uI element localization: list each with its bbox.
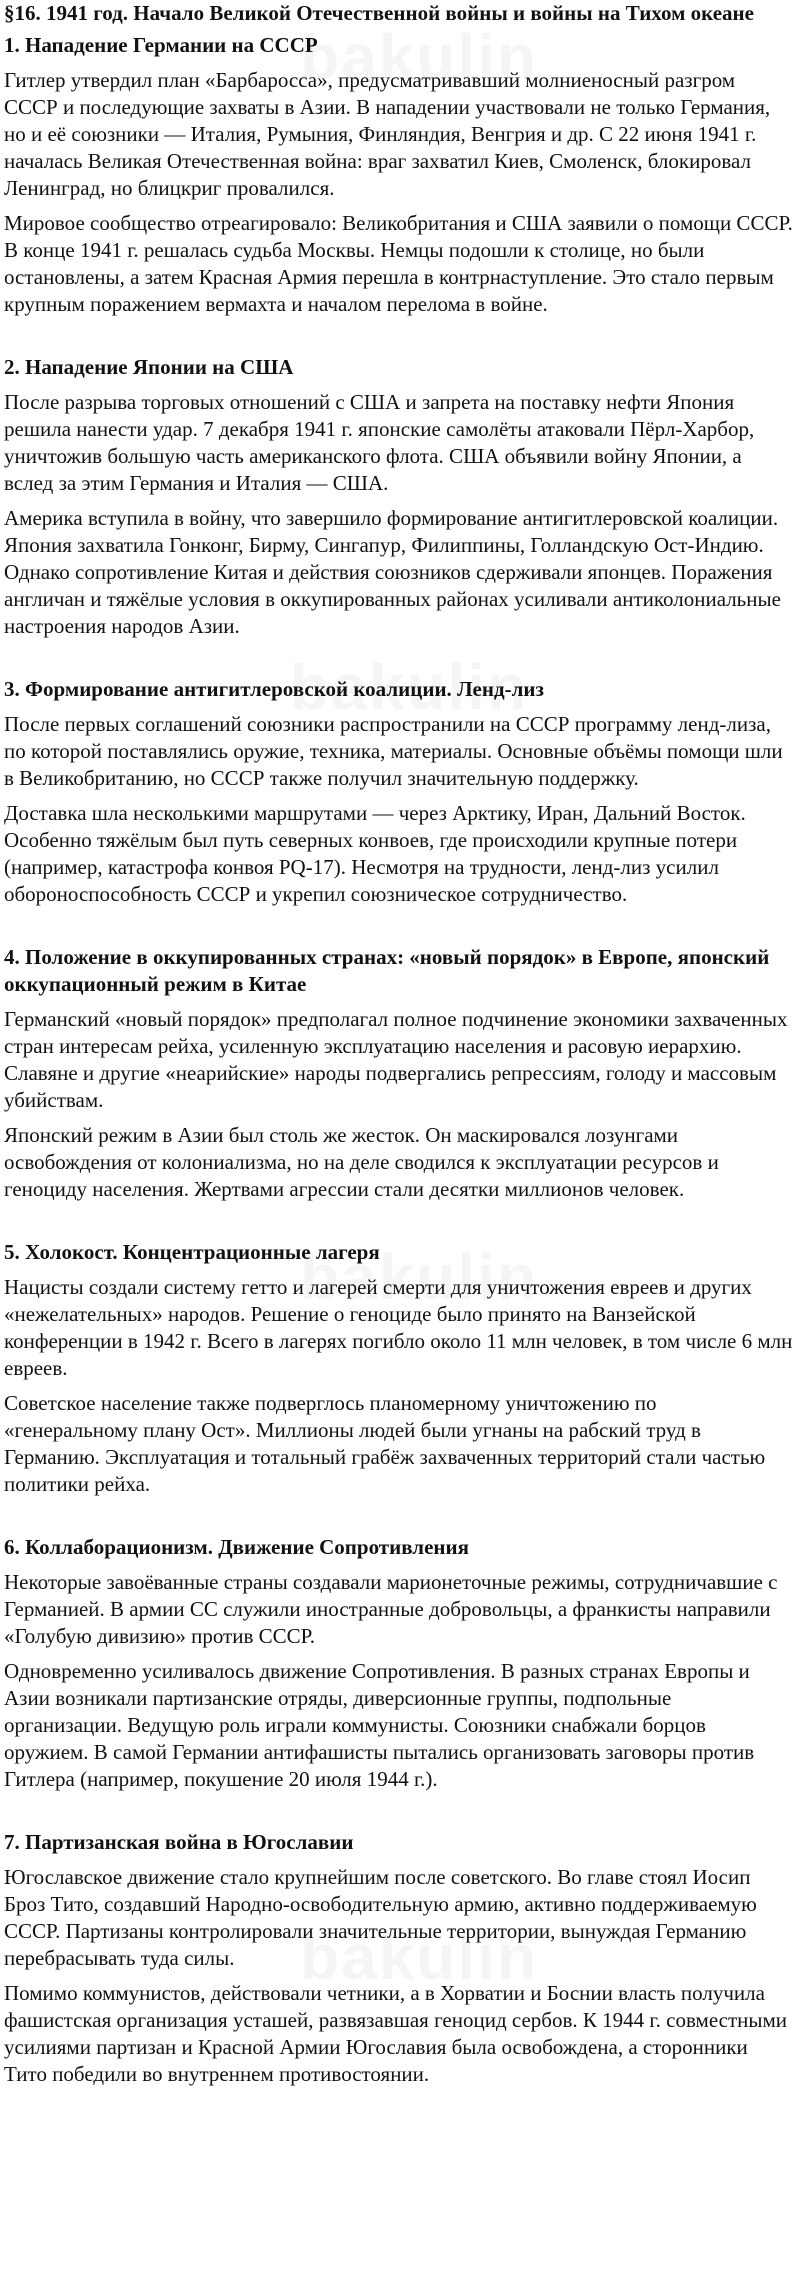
- paragraph: Некоторые завоёванные страны создавали марионеточные режимы, сотрудничавшие с Германией. В армии СС служили иностранные добровольцы, а франкисты направили «Голубую дивизию» против СССР.: [4, 1570, 778, 1648]
- paragraph: Германский «новый порядок» предполагал полное подчинение экономики захваченных стран интересам рейха, усиленную эксплуатацию населения и расовую иерархию. Славяне и другие «неарийские» народы подвергались репрессиям, голоду и массовым убийствам.: [4, 1007, 788, 1112]
- paragraph: Нацисты создали систему гетто и лагерей смерти для уничтожения евреев и других «нежелательных» народов. Решение о геноциде было принято на Ванзейской конференции в 1942 г. Всего в лагерях погибло около 11 млн человек, в том числе 6 млн евреев.: [4, 1275, 793, 1380]
- section-gap: [4, 1801, 794, 1829]
- section-gap: [4, 916, 794, 944]
- paragraph: Мировое сообщество отреагировало: Великобритания и США заявили о помощи СССР. В конце 1941 г. решалась судьба Москвы. Немцы подошли к столице, но были остановлены, а затем Красная Армия перешла в контрнаступление. Это стало первым крупным поражением вермахта и началом перелома в войне.: [4, 211, 793, 316]
- section-3: [4, 676, 794, 908]
- paragraph: Югославское движение стало крупнейшим после советского. Во главе стоял Иосип Броз Тито, создавший Народно-освободительную армию, активно поддерживаемую СССР. Партизаны контролировали значительные территории, вынуждая Германию перебрасывать туда силы.: [4, 1865, 757, 1970]
- section-heading: 4. Положение в оккупированных странах: «новый порядок» в Европе, японский оккупационный режим в Китае: [4, 945, 770, 996]
- section-heading: 2. Нападение Японии на США: [4, 355, 294, 379]
- section-1: [4, 32, 794, 318]
- section-gap: [4, 648, 794, 676]
- paragraph: Америка вступила в войну, что завершило формирование антигитлеровской коалиции. Япония захватила Гонконг, Бирму, Сингапур, Филиппины, Голландскую Ост-Индию. Однако сопротивление Китая и действия союзников сдерживали японцев. Поражения англичан и тяжёлые условия в оккупированных районах усиливали антиколониальные настроения народов Азии.: [4, 506, 781, 638]
- paragraph: Советское население также подверглось планомерному уничтожению по «генеральному плану Ост». Миллионы людей были угнаны на рабский труд в Германию. Эксплуатация и тотальный грабёж захваченных территорий стали частью политики рейха.: [4, 1391, 766, 1496]
- section-gap: [4, 1211, 794, 1239]
- page-title: §16. 1941 год. Начало Великой Отечественной войны и войны на Тихом океане: [4, 1, 754, 25]
- document-content: [4, 0, 794, 2088]
- section-heading: 1. Нападение Германии на СССР: [4, 33, 318, 57]
- section-6: [4, 1534, 794, 1793]
- paragraph: После первых соглашений союзники распространили на СССР программу ленд-лиза, по которой поставлялись оружие, техника, материалы. Основные объёмы помощи шли в Великобританию, но СССР также получил значительную поддержку.: [4, 712, 783, 790]
- section-2: [4, 354, 794, 640]
- paragraph: Помимо коммунистов, действовали четники, а в Хорватии и Боснии власть получила фашистская организация усташей, развязавшая геноцид сербов. К 1944 г. совместными усилиями партизан и Красной Армии Югославия была освобождена, а сторонники Тито победили во внутреннем противостоянии.: [4, 1981, 788, 2086]
- section-heading: 3. Формирование антигитлеровской коалиции. Ленд-лиз: [4, 677, 544, 701]
- paragraph: Японский режим в Азии был столь же жесток. Он маскировался лозунгами освобождения от колониализма, но на деле сводился к эксплуатации ресурсов и геноциду населения. Жертвами агрессии стали десятки миллионов человек.: [4, 1123, 719, 1201]
- paragraph: Доставка шла несколькими маршрутами — через Арктику, Иран, Дальний Восток. Особенно тяжёлым был путь северных конвоев, где происходили крупные потери (например, катастрофа конвоя PQ-17). Несмотря на трудности, ленд-лиз усилил обороноспособность СССР и укрепил союзническое сотрудничество.: [4, 801, 746, 906]
- section-heading: 5. Холокост. Концентрационные лагеря: [4, 1240, 380, 1264]
- section-heading: 6. Коллаборационизм. Движение Сопротивления: [4, 1535, 469, 1559]
- section-gap: [4, 326, 794, 354]
- paragraph: После разрыва торговых отношений с США и запрета на поставку нефти Япония решила нанести удар. 7 декабря 1941 г. японские самолёты атаковали Пёрл-Харбор, уничтожив большую часть американского флота. США объявили войну Японии, а вслед за этим Германия и Италия — США.: [4, 390, 755, 495]
- paragraph: Одновременно усиливалось движение Сопротивления. В разных странах Европы и Азии возникали партизанские отряды, диверсионные группы, подпольные организации. Ведущую роль играли коммунисты. Союзники снабжали борцов оружием. В самой Германии антифашисты пытались организовать заговоры против Гитлера (например, покушение 20 июля 1944 г.).: [4, 1659, 755, 1791]
- section-4: [4, 944, 794, 1203]
- paragraph: Гитлер утвердил план «Барбаросса», предусматривавший молниеносный разгром СССР и последующие захваты в Азии. В нападении участвовали не только Германия, но и её союзники — Италия, Румыния, Финляндия, Венгрия и др. С 22 июня 1941 г. началась Великая Отечественная война: враг захватил Киев, Смоленск, блокировал Ленинград, но блицкриг провалился.: [4, 68, 771, 200]
- section-heading: 7. Партизанская война в Югославии: [4, 1830, 354, 1854]
- section-5: [4, 1239, 794, 1498]
- section-gap: [4, 1506, 794, 1534]
- section-7: [4, 1829, 794, 2088]
